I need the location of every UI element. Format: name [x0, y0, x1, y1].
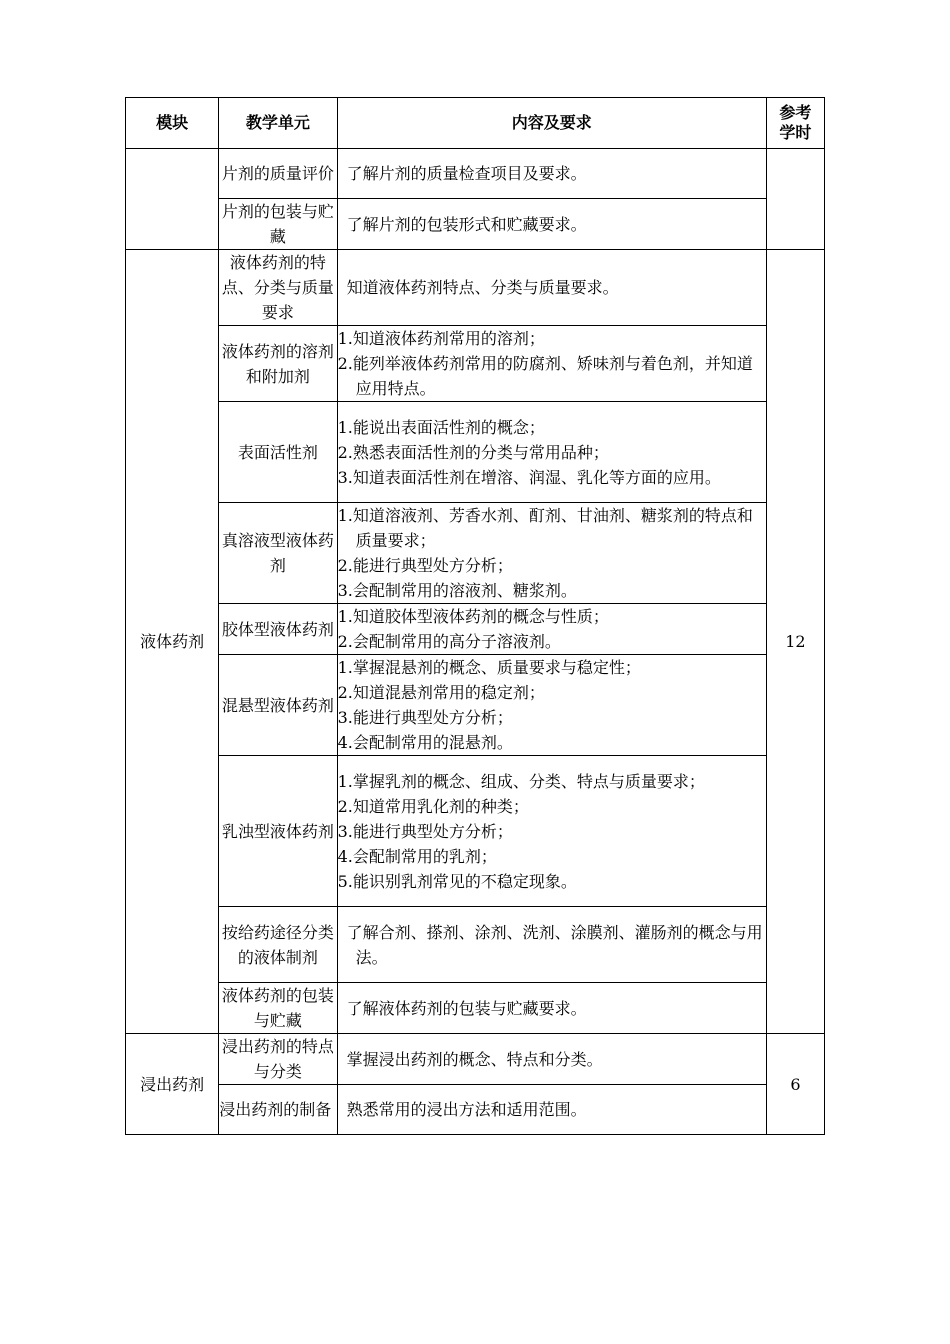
content-cell: [337, 907, 766, 983]
unit-cell: 混悬型液体药剂: [219, 655, 337, 756]
module-cell: 液体药剂: [126, 250, 219, 1034]
unit-cell: 液体药剂的溶剂和附加剂: [219, 326, 337, 402]
table-row: [126, 503, 825, 604]
content-line: 了解片剂的包装形式和贮藏要求。: [346, 214, 587, 234]
content-line: 1.能说出表面活性剂的概念；: [337, 417, 545, 437]
content-line: 3.能进行典型处方分析；: [337, 708, 513, 727]
module-cell-empty: [126, 149, 219, 250]
content-line: 1.知道溶液剂、芳香水剂、酊剂、甘油剂、糖浆剂的特点和质量要求；: [337, 506, 753, 550]
content-cell: [337, 1085, 766, 1135]
unit-cell: 表面活性剂: [219, 402, 337, 503]
unit-cell: 浸出药剂的特点与分类: [219, 1034, 337, 1085]
table-row: [126, 402, 825, 503]
unit-cell: 片剂的质量评价: [219, 149, 337, 199]
content-line: 4.会配制常用的乳剂；: [337, 846, 497, 866]
content-line: 了解合剂、搽剂、涂剂、洗剂、涂膜剂、灌肠剂的概念与用法。: [346, 922, 763, 967]
unit-cell: 浸出药剂的制备: [219, 1085, 337, 1135]
content-line: 2.能列举液体药剂常用的防腐剂、矫味剂与着色剂，并知道应用特点。: [337, 354, 753, 398]
table-row: [126, 655, 825, 756]
table-row: [126, 199, 825, 250]
unit-cell: 液体药剂的特点、分类与质量要求: [219, 250, 337, 326]
hours-cell: 12: [766, 250, 824, 1034]
content-cell: [337, 326, 766, 402]
hours-cell-empty: [766, 149, 824, 250]
table-row: [126, 983, 825, 1034]
content-cell: [337, 503, 766, 604]
unit-cell: 乳浊型液体药剂: [219, 756, 337, 907]
header-content: 内容及要求: [337, 98, 766, 149]
content-cell: [337, 250, 766, 326]
content-cell: [337, 199, 766, 250]
table-row: [126, 149, 825, 199]
table-row: [126, 604, 825, 655]
unit-cell: 真溶液型液体药剂: [219, 503, 337, 604]
content-cell: [337, 756, 766, 907]
table-row: [126, 326, 825, 402]
content-line: 2.会配制常用的高分子溶液剂。: [337, 632, 561, 651]
hours-cell: 6: [766, 1034, 824, 1135]
content-cell: [337, 604, 766, 655]
content-line: 3.会配制常用的溶液剂、糖浆剂。: [337, 581, 577, 600]
content-line: 2.知道常用乳化剂的种类；: [337, 796, 529, 816]
unit-cell: 胶体型液体药剂: [219, 604, 337, 655]
unit-cell: 液体药剂的包装与贮藏: [219, 983, 337, 1034]
content-line: 5.能识别乳剂常见的不稳定现象。: [337, 871, 577, 891]
header-module: 模块: [126, 98, 219, 149]
content-line: 3.知道表面活性剂在增溶、润湿、乳化等方面的应用。: [337, 467, 721, 487]
content-line: 1.掌握混悬剂的概念、质量要求与稳定性；: [337, 658, 641, 677]
content-line: 2.知道混悬剂常用的稳定剂；: [337, 683, 545, 702]
table-row: [126, 1034, 825, 1085]
table-row: [126, 250, 825, 326]
content-line: 熟悉常用的浸出方法和适用范围。: [346, 1100, 587, 1119]
content-line: 1.知道液体药剂常用的溶剂；: [337, 329, 545, 348]
content-cell: [337, 402, 766, 503]
content-cell: [337, 983, 766, 1034]
content-line: 2.能进行典型处方分析；: [337, 556, 513, 575]
content-line: 了解液体药剂的包装与贮藏要求。: [346, 998, 587, 1018]
content-cell: [337, 1034, 766, 1085]
table-row: [126, 1085, 825, 1135]
table-row: [126, 756, 825, 907]
content-line: 掌握浸出药剂的概念、特点和分类。: [346, 1049, 603, 1069]
header-unit: 教学单元: [219, 98, 337, 149]
content-cell: [337, 655, 766, 756]
content-cell: [337, 149, 766, 199]
content-line: 3.能进行典型处方分析；: [337, 821, 513, 841]
table-row: [126, 907, 825, 983]
module-cell: 浸出药剂: [126, 1034, 219, 1135]
unit-cell: 按给药途径分类的液体制剂: [219, 907, 337, 983]
header-hours: 参考学时: [766, 98, 824, 149]
syllabus-table: [125, 97, 825, 1135]
content-line: 1.掌握乳剂的概念、组成、分类、特点与质量要求；: [337, 771, 705, 791]
unit-cell: 片剂的包装与贮藏: [219, 199, 337, 250]
header-row: [126, 98, 825, 149]
content-line: 2.熟悉表面活性剂的分类与常用品种；: [337, 442, 609, 462]
content-line: 知道液体药剂特点、分类与质量要求。: [346, 278, 619, 297]
content-line: 4.会配制常用的混悬剂。: [337, 733, 513, 752]
content-line: 了解片剂的质量检查项目及要求。: [346, 164, 587, 183]
content-line: 1.知道胶体型液体药剂的概念与性质；: [337, 607, 609, 626]
